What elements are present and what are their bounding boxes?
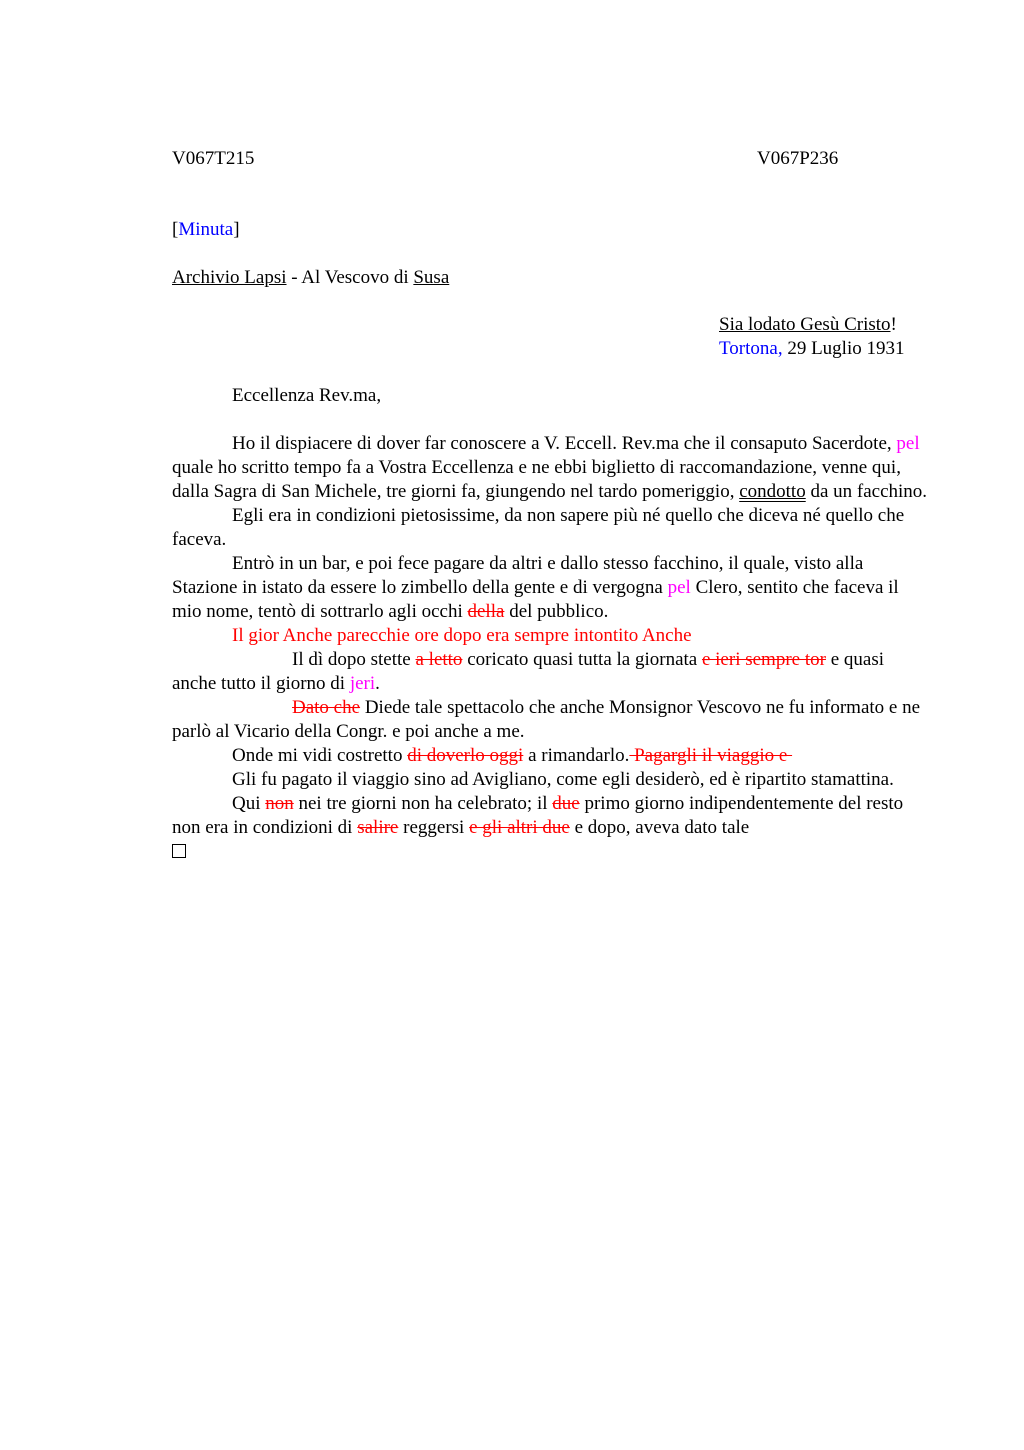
- p1-text-c: da un facchino.: [805, 481, 928, 502]
- document-code-right: V067P236: [757, 148, 839, 169]
- place-date: [719, 338, 905, 360]
- p3-deleted-della: della: [467, 601, 505, 622]
- city: Tortona,: [719, 338, 783, 359]
- paragraph-7: [172, 744, 932, 768]
- p5-text-d: .: [375, 673, 380, 694]
- archive-recipient: - Al Vescovo di: [286, 267, 414, 288]
- p3-text-a: Entrò in un bar, e poi fece pagare da altri e dallo stesso facchino, il quale, visto alla Stazione in istato da essere lo zimbello della gente e di vergogna: [172, 553, 864, 598]
- p5-deleted-1: a letto: [415, 649, 463, 670]
- paragraph-6: [172, 696, 932, 744]
- paragraph-1: [172, 432, 932, 504]
- checkbox-square-icon: [172, 844, 186, 858]
- p5-text-b: coricato quasi tutta la giornata: [462, 649, 702, 670]
- p7-deleted-1: di doverlo oggi: [407, 745, 524, 766]
- p9-text-a: Qui: [232, 793, 266, 814]
- invocation-excl: !: [890, 314, 897, 335]
- letter-body: [172, 432, 932, 858]
- p5-text-a: Il dì dopo stette: [292, 649, 416, 670]
- paragraph-9: [172, 792, 932, 840]
- p3-text-b: Clero, sentito che faceva il mio nome, tentò di sottrarlo agli occhi: [172, 577, 899, 622]
- p6-deleted-1: Dato che: [292, 697, 361, 718]
- archive-name: Archivio Lapsi: [172, 267, 287, 288]
- p1-variant-pel: pel: [896, 433, 920, 454]
- p9-text-d: reggersi: [398, 817, 470, 838]
- p6-text-a: Diede tale spettacolo che anche Monsignor Vescovo ne fu informato e ne parlò al Vicario della Congr. e poi anche a me.: [172, 697, 921, 742]
- p1-text-a: Ho il dispiacere di dover far conoscere a V. Eccell. Rev.ma che il consaputo Sacerdote,: [232, 433, 897, 454]
- p9-deleted-4: e gli altri due: [469, 817, 570, 838]
- document-code-left: V067T215: [172, 148, 255, 169]
- p7-deleted-2: Pagargli il viaggio e: [629, 745, 793, 766]
- salutation: Eccellenza Rev.ma,: [232, 385, 382, 406]
- paragraph-3: [172, 552, 932, 624]
- p3-variant-pel: pel: [667, 577, 691, 598]
- archive-line: [172, 267, 449, 289]
- minuta-text: Minuta: [178, 219, 234, 240]
- p3-text-c: del pubblico.: [504, 601, 609, 622]
- invocation-text: Sia lodato Gesù Cristo: [719, 314, 891, 335]
- p1-text-b: quale ho scritto tempo fa a Vostra Eccellenza e ne ebbi biglietto di raccomandazione, venne qui, dalla Sagra di San Michele, tre giorni fa, giungendo nel tardo pomeriggio,: [172, 457, 901, 502]
- p5-text-c: e quasi anche tutto il giorno di: [172, 649, 884, 694]
- p7-text-a: Onde mi vidi costretto: [232, 745, 408, 766]
- p5-variant-jeri: jeri: [349, 673, 376, 694]
- p9-text-e: e dopo, aveva dato tale: [569, 817, 750, 838]
- archive-place: Susa: [413, 267, 450, 288]
- p7-text-b: a rimandarlo.: [523, 745, 630, 766]
- p9-deleted-3: salire: [357, 817, 399, 838]
- p9-text-b: nei tre giorni non ha celebrato; il: [293, 793, 553, 814]
- paragraph-2: Egli era in condizioni pietosissime, da non sapere più né quello che diceva né quello che faceva.: [172, 505, 905, 550]
- invocation: [719, 314, 897, 336]
- date: 29 Luglio 1931: [782, 338, 905, 359]
- p5-deleted-2: e ieri sempre tor: [701, 649, 826, 670]
- p9-text-c: primo giorno indipendentemente del resto non era in condizioni di: [172, 793, 904, 838]
- p9-deleted-1: non: [265, 793, 294, 814]
- paragraph-5: [172, 648, 932, 696]
- p9-deleted-2: due: [552, 793, 580, 814]
- p1-condotto: condotto: [739, 481, 806, 502]
- minuta-label: [Minuta]: [172, 219, 240, 240]
- paragraph-8: Gli fu pagato il viaggio sino ad Avigliano, come egli desiderò, ed è ripartito stamattina.: [232, 769, 894, 790]
- paragraph-4-added: Il gior Anche parecchie ore dopo era sempre intontito Anche: [232, 625, 692, 646]
